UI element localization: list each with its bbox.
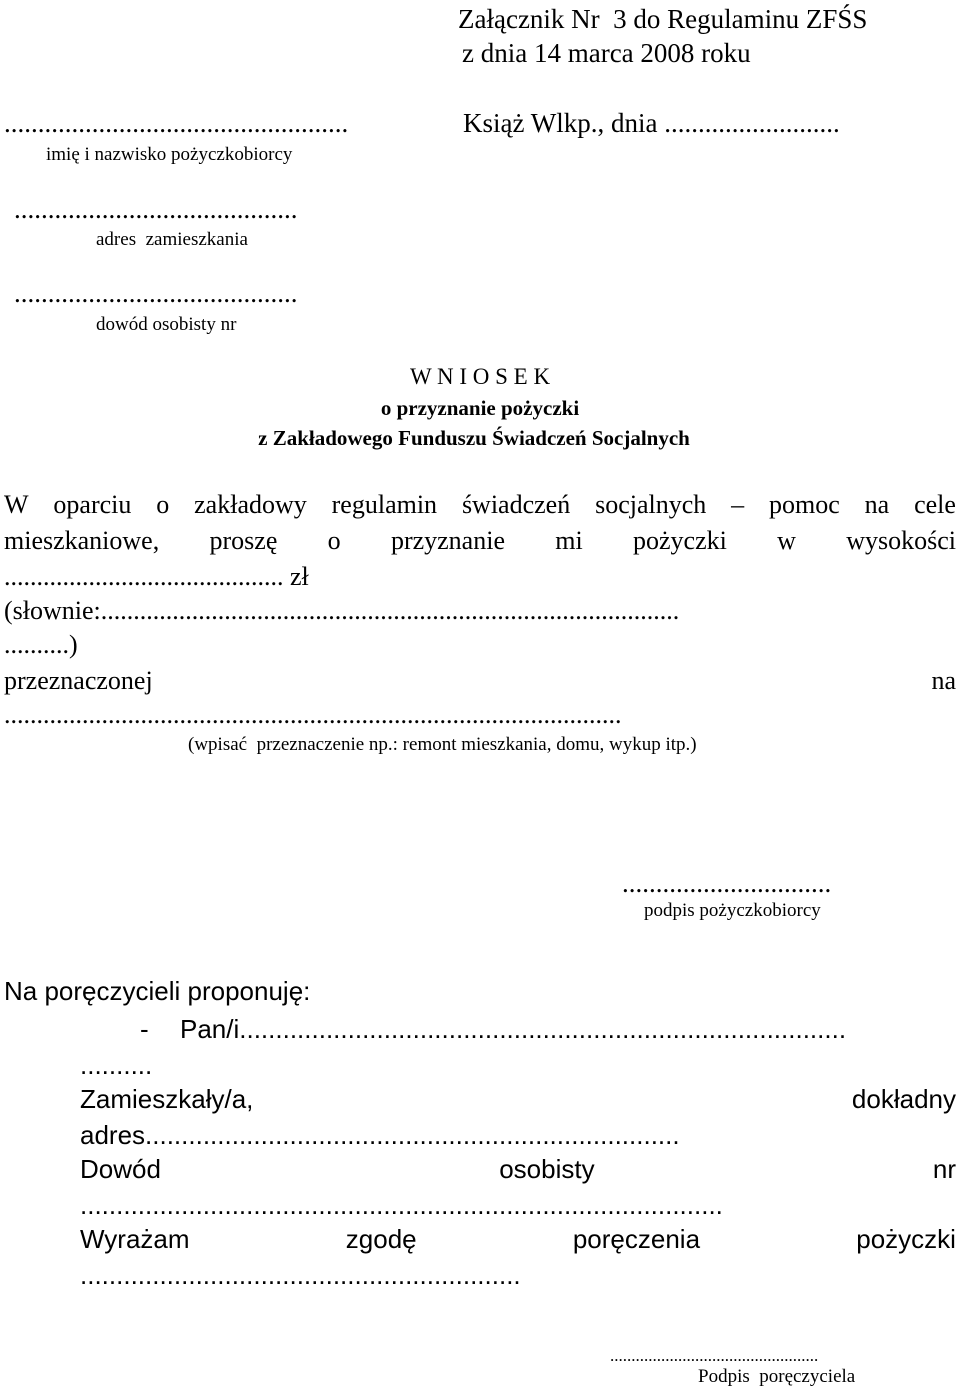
address-field-dots[interactable]: .......................................... [14, 194, 298, 224]
annex-title: Załącznik Nr 3 do Regulaminu ZFŚS [458, 4, 868, 34]
applicant-signature-dots[interactable]: ............................... [622, 868, 832, 898]
guarantor-address-line: Zamieszkały/a, dokładny [80, 1084, 956, 1114]
purpose-field[interactable]: ............................................................................................... [4, 700, 622, 729]
guarantor-signature-label: Podpis poręczyciela [698, 1366, 856, 1387]
guarantors-heading: Na poręczycieli proponuję: [4, 976, 311, 1006]
guarantor-consent-line: Wyrażam zgodę poręczenia pożyczki [80, 1224, 956, 1254]
guarantor-id-field[interactable]: ......................................................................................... [80, 1190, 723, 1220]
body-line-1: W oparciu o zakładowy regulamin świadczeń socjalnych – pomoc na cele [4, 490, 956, 519]
applicant-signature-label: podpis pożyczkobiorcy [644, 900, 821, 921]
body-line-2: mieszkaniowe, proszę o przyznanie mi pożyczki w wysokości [4, 526, 956, 555]
amount-field[interactable]: ........................................... zł [4, 562, 309, 591]
guarantor-name-field[interactable]: Pan/i.................................................................................... [180, 1014, 847, 1044]
application-title: W N I O S E K [409, 364, 551, 389]
name-field-dots[interactable]: ................................................... [4, 108, 349, 138]
address-field-label: adres zamieszkania [96, 229, 248, 250]
guarantor-id-line: Dowód osobisty nr [80, 1154, 956, 1184]
amount-words-field-cont[interactable]: ..........) [4, 630, 78, 659]
guarantor-signature-dots[interactable]: ................................................. [610, 1346, 819, 1365]
application-fund-name: z Zakładowego Funduszu Świadczeń Socjalnych [258, 426, 690, 450]
annex-date: z dnia 14 marca 2008 roku [462, 38, 751, 68]
guarantor-name-field-cont[interactable]: .......... [80, 1050, 153, 1080]
purpose-line: przeznaczonej na [4, 666, 956, 695]
place-date-field[interactable]: Książ Wlkp., dnia .......................... [463, 108, 840, 138]
purpose-note: (wpisać przeznaczenie np.: remont mieszkania, domu, wykup itp.) [188, 734, 697, 755]
application-subtitle: o przyznanie pożyczki [380, 396, 580, 420]
id-field-label: dowód osobisty nr [96, 314, 237, 335]
guarantor-address-field[interactable]: adres.......................................................................... [80, 1120, 680, 1150]
amount-words-field[interactable]: (słownie:......................................................................................... [4, 596, 680, 625]
guarantor-consent-field[interactable]: ............................................................. [80, 1260, 521, 1290]
name-field-label: imię i nazwisko pożyczkobiorcy [46, 144, 293, 165]
guarantor-bullet: - [140, 1014, 149, 1044]
id-field-dots[interactable]: .......................................... [14, 278, 298, 308]
